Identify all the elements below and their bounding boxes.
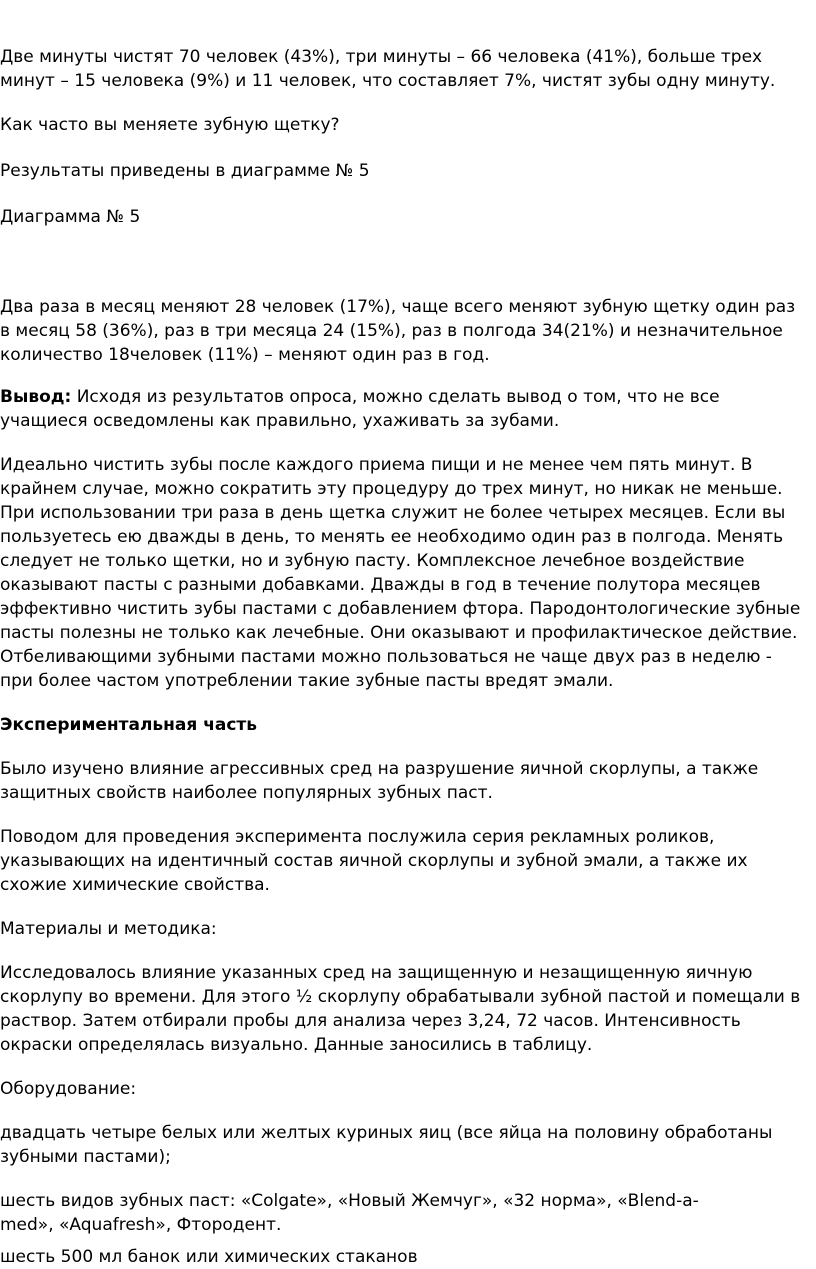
hygiene-paragraph-line-8: пасты полезны не только как лечебные. Они оказывают и профилактическое действие.	[0, 623, 798, 643]
replacement-paragraph-line-1: Два раза в месяц меняют 28 человек (17%), чаще всего меняют зубную щетку один раз	[0, 297, 796, 317]
hygiene-paragraph-line-9: Отбеливающими зубными пастами можно пользоваться не чаще двух раз в неделю -	[0, 647, 772, 667]
equipment-pastes-line-2: med», «Aquafresh», Фтородент.	[0, 1215, 282, 1235]
conclusion-label: Вывод:	[0, 387, 72, 407]
conclusion-line-2: учащиеся осведомлены как правильно, ухаживать за зубами.	[0, 411, 560, 431]
survey-question: Как часто вы меняете зубную щетку?	[0, 115, 340, 135]
diagram-label: Диаграмма № 5	[0, 207, 141, 227]
hygiene-paragraph-line-4: пользуетесь ею дважды в день, то менять ее необходимо один раз в полгода. Менять	[0, 527, 784, 547]
method-paragraph-line-3: раствор. Затем отбирали пробы для анализа через 3,24, 72 часов. Интенсивность	[0, 1011, 741, 1031]
replacement-paragraph-line-3: количество 18человек (11%) – меняют один раз в год.	[0, 345, 490, 365]
hygiene-paragraph-line-5: следует не только щетки, но и зубную пасту. Комплексное лечебное воздействие	[0, 551, 745, 571]
study-paragraph-line-2: защитных свойств наиболее популярных зубных паст.	[0, 783, 493, 803]
hygiene-paragraph-line-1: Идеально чистить зубы после каждого приема пищи и не менее чем пять минут. В	[0, 455, 753, 475]
hygiene-paragraph-line-2: крайнем случае, можно сократить эту процедуру до трех минут, но никак не меньше.	[0, 479, 783, 499]
hygiene-paragraph-line-7: эффективно чистить зубы пастами с добавлением фтора. Пародонтологические зубные	[0, 599, 801, 619]
conclusion-line-1	[0, 386, 720, 408]
method-paragraph-line-2: скорлупу во времени. Для этого ½ скорлупу обрабатывали зубной пастой и помещали в	[0, 987, 801, 1007]
reason-paragraph-line-3: схожие химические свойства.	[0, 875, 270, 895]
study-paragraph-line-1: Было изучено влияние агрессивных сред на разрушение яичной скорлупы, а также	[0, 759, 759, 779]
equipment-eggs-line-1: двадцать четыре белых или желтых куриных яиц (все яйца на половину обработаны	[0, 1123, 773, 1143]
materials-heading: Материалы и методика:	[0, 919, 217, 939]
reason-paragraph-line-2: указывающих на идентичный состав яичной скорлупы и зубной эмали, а также их	[0, 851, 748, 871]
hygiene-paragraph-line-3: При использовании три раза в день щетка служит не более четырех месяцев. Если вы	[0, 503, 786, 523]
equipment-eggs-line-2: зубными пастами);	[0, 1147, 171, 1167]
equipment-jars: шесть 500 мл банок или химических стаканов	[0, 1247, 418, 1267]
hygiene-paragraph-line-6: оказывают пасты с разными добавками. Дважды в год в течение полутора месяцев	[0, 575, 761, 595]
equipment-pastes-line-1: шесть видов зубных паст: «Colgate», «Новый Жемчуг», «32 норма», «Blend-a-	[0, 1191, 699, 1211]
hygiene-paragraph-line-10: при более частом употреблении такие зубные пасты вредят эмали.	[0, 671, 614, 691]
method-paragraph-line-1: Исследовалось влияние указанных сред на защищенную и незащищенную яичную	[0, 963, 753, 983]
reason-paragraph-line-1: Поводом для проведения эксперимента послужила серия рекламных роликов,	[0, 827, 715, 847]
results-note: Результаты приведены в диаграмме № 5	[0, 161, 370, 181]
equipment-heading: Оборудование:	[0, 1079, 137, 1099]
conclusion-text: Исходя из результатов опроса, можно сделать вывод о том, что не все	[71, 387, 720, 407]
method-paragraph-line-4: окраски определялась визуально. Данные заносились в таблицу.	[0, 1035, 593, 1055]
section-heading: Экспериментальная часть	[0, 715, 258, 735]
replacement-paragraph-line-2: в месяц 58 (36%), раз в три месяца 24 (15%), раз в полгода 34(21%) и незначительное	[0, 321, 783, 341]
brushing-time-paragraph-line-2: минут – 15 человека (9%) и 11 человек, что составляет 7%, чистят зубы одну минуту.	[0, 71, 776, 91]
brushing-time-paragraph-line-1: Две минуты чистят 70 человек (43%), три минуты – 66 человека (41%), больше трех	[0, 47, 763, 67]
